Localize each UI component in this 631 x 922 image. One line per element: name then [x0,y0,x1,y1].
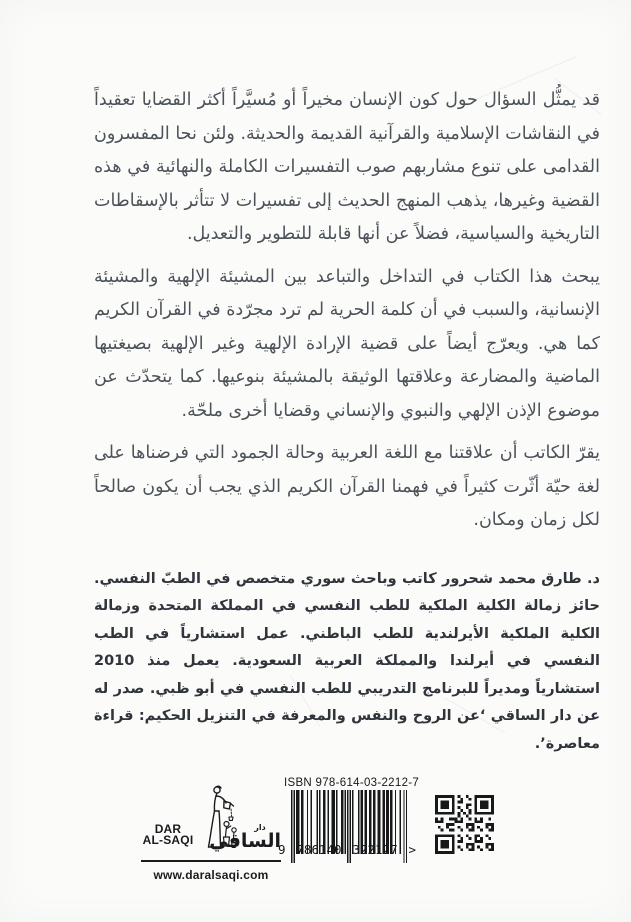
isbn-barcode-block [278,777,420,877]
publisher-logo-block [141,784,281,882]
publisher-name-arabic [209,823,281,858]
back-cover-text [94,84,600,784]
blurb-paragraph-3: يقرّ الكاتب أن علاقتنا مع اللغة العربية وحالة الجمود التي فرضناها على لغة حيّة أثّرت كثيراً في فهمنا القرآن الكريم الذي يجب أن يكون صالحاً لكل زمان ومكان. [94,443,600,530]
publisher-name-latin [141,824,195,858]
publisher-dar-label: دار [254,823,266,832]
author-bio: د. طارق محمد شحرور كاتب وباحث سوري متخصص في الطبّ النفسي. حائز زمالة الكلية الملكية للطب النفسي في المملكة المتحدة وزمالة الكلية الملكية الأيرلندية للطب الباطني. عمل استشارياً في الطب النفسي في أيرلندا والمملكة العربية السعودية. يعمل منذ 2010 استشارياً ومديراً للبرنامج التدريبي للطب النفسي في أبو ظبي. صدر له عن دار الساقي ‘عن الروح والنفس والمعرفة في التنزيل الحكيم: قراءة معاصرة’. [94,570,600,752]
publisher-saqi-calligraphy: الساقي [209,830,281,852]
barcode-digits [278,843,416,857]
barcode-group1: 786140 [296,842,342,857]
barcode-trailer: > [408,842,416,857]
blurb-paragraph-2: يبحث هذا الكتاب في التداخل والتباعد بين المشيئة الإلهية والمشيئة الإنسانية، والسبب في أن كلمة الحرية لم ترد مجرّدة في القرآن الكريم كما هي. ويعرّج أيضاً على قضية الإرادة الإلهية وغير الإلهية بصيغتيها الماضية والمضارعة وعلاقتها الوثيقة بالمشيئة بنوعيها. كما يتحدّث عن موضوع الإذن الإلهي والنبوي والإنساني وقضايا أخرى ملحّة. [94,266,600,421]
barcode-lead-digit: 9 [278,842,286,857]
blurb-paragraph-1: قد يمثُّل السؤال حول كون الإنسان مخيراً أو مُسيَّراً أكثر القضايا تعقيداً في النقاشات الإسلامية والقرآنية القديمة والحديثة. ولئن نحا المفسرون القدامى على تنوع مشاربهم صوب التفسيرات الكاملة والنهائية في هذه القضية وغيرها، يذهب المنهج الحديث إلى تفسيرات لا تتأثر بالإسقاطات التاريخية والسياسية، فضلاً عن أنها قابلة للتطوير والتعديل. [94,90,600,244]
isbn-label: ISBN 978-614-03-2212-7 [284,777,420,789]
publisher-name-line2: AL-SAQI [142,833,194,847]
logo-divider [141,860,281,862]
publisher-website: www.daralsaqi.com [153,868,269,882]
publisher-logo-row [141,784,281,858]
publisher-name-line1: DAR [154,822,182,836]
barcode-group2: 322127 [352,842,398,857]
qr-code-icon [435,795,494,854]
